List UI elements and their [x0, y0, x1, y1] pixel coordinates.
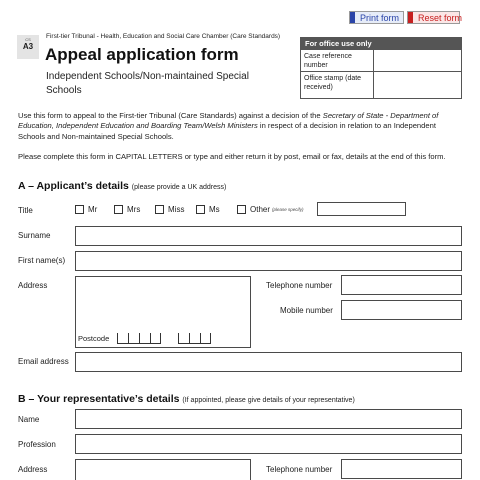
- section-a-title: A – Applicant’s details: [18, 180, 129, 192]
- form-code-badge: [17, 35, 39, 59]
- checkbox[interactable]: [196, 205, 205, 214]
- first-names-label: First name(s): [18, 256, 66, 265]
- section-b-heading: [18, 393, 355, 405]
- reset-form-button[interactable]: Reset form: [407, 11, 460, 24]
- office-stamp-field[interactable]: [373, 72, 461, 98]
- section-a-heading: [18, 180, 226, 192]
- case-reference-label: Case reference number: [304, 53, 352, 69]
- checkbox[interactable]: [237, 205, 246, 214]
- postcode-cell[interactable]: [117, 333, 128, 344]
- title-option-mr[interactable]: [75, 205, 97, 214]
- please-specify-note: (please specify): [272, 207, 304, 212]
- page-title: Appeal application form: [45, 45, 239, 64]
- title-option-ms[interactable]: [196, 205, 220, 214]
- surname-label: Surname: [18, 231, 51, 240]
- title-option-label: Miss: [168, 205, 185, 214]
- postcode-cell[interactable]: [150, 333, 161, 344]
- postcode-cell[interactable]: [178, 333, 189, 344]
- office-use-heading: For office use only: [301, 38, 461, 49]
- mobile-label: Mobile number: [280, 306, 333, 315]
- title-label: Title: [18, 206, 33, 215]
- postcode-field-inward[interactable]: [178, 333, 211, 344]
- surname-field[interactable]: [75, 226, 462, 246]
- postcode-cell[interactable]: [128, 333, 139, 344]
- form-code-prefix: CS: [25, 37, 31, 42]
- rep-name-field[interactable]: [75, 409, 462, 429]
- tribunal-name: First-tier Tribunal - Health, Education and Social Care Chamber (Care Standards): [46, 33, 281, 40]
- rep-address-field[interactable]: [75, 459, 251, 480]
- address-label: Address: [18, 281, 48, 290]
- page-subtitle: Independent Schools/Non-maintained Special Schools: [46, 71, 249, 96]
- print-form-button[interactable]: Print form: [349, 11, 404, 24]
- title-option-label: Other: [250, 205, 271, 214]
- email-field[interactable]: [75, 352, 462, 372]
- postcode-cell[interactable]: [189, 333, 200, 344]
- rep-address-label: Address: [18, 465, 48, 474]
- checkbox[interactable]: [114, 205, 123, 214]
- intro-paragraph: [18, 111, 463, 142]
- title-option-label: Ms: [209, 205, 220, 214]
- first-names-field[interactable]: [75, 251, 462, 271]
- case-reference-row: [301, 49, 461, 71]
- title-option-label: Mrs: [127, 205, 141, 214]
- telephone-field[interactable]: [341, 275, 462, 295]
- intro-text-1: Use this form to appeal to the First-tier Tribunal (Care Standards) against a decision of the: [18, 111, 323, 120]
- office-stamp-row: [301, 71, 461, 98]
- rep-telephone-field[interactable]: [341, 459, 462, 479]
- title-option-mrs[interactable]: [114, 205, 140, 214]
- title-option-label: Mr: [88, 205, 98, 214]
- title-option-other[interactable]: [237, 205, 304, 214]
- section-b-title: B – Your representative’s details: [18, 393, 180, 405]
- office-stamp-label: Office stamp (date received): [304, 75, 362, 91]
- postcode-cell[interactable]: [139, 333, 150, 344]
- telephone-label: Telephone number: [266, 281, 333, 290]
- title-other-field[interactable]: [317, 202, 406, 216]
- office-use-box: [300, 37, 462, 99]
- rep-profession-label: Profession: [18, 440, 56, 449]
- intro-secretary: Secretary of State - Department of Education, Independent Education and Boarding Team/Welsh Ministers: [18, 111, 439, 131]
- checkbox[interactable]: [155, 205, 164, 214]
- rep-telephone-label: Telephone number: [266, 465, 333, 474]
- form-code: A3: [22, 42, 34, 51]
- section-a-note: (please provide a UK address): [131, 184, 227, 191]
- postcode-cell[interactable]: [200, 333, 211, 344]
- checkbox[interactable]: [75, 205, 84, 214]
- rep-profession-field[interactable]: [75, 434, 462, 454]
- title-option-miss[interactable]: [155, 205, 184, 214]
- intro-text-2: in respect of a decision in relation to an Independent Schools and Non-maintained Special Schools.: [18, 121, 436, 141]
- rep-name-label: Name: [18, 415, 40, 424]
- postcode-label: Postcode: [78, 334, 110, 343]
- email-label: Email address: [18, 357, 69, 366]
- instructions: Please complete this form in CAPITAL LETTERS or type and either return it by post, email or fax, details at the end of this form.: [18, 152, 446, 161]
- case-reference-field[interactable]: [373, 50, 461, 71]
- section-b-note: (If appointed, please give details of your representative): [182, 397, 355, 404]
- mobile-field[interactable]: [341, 300, 462, 320]
- postcode-field-outward[interactable]: [117, 333, 161, 344]
